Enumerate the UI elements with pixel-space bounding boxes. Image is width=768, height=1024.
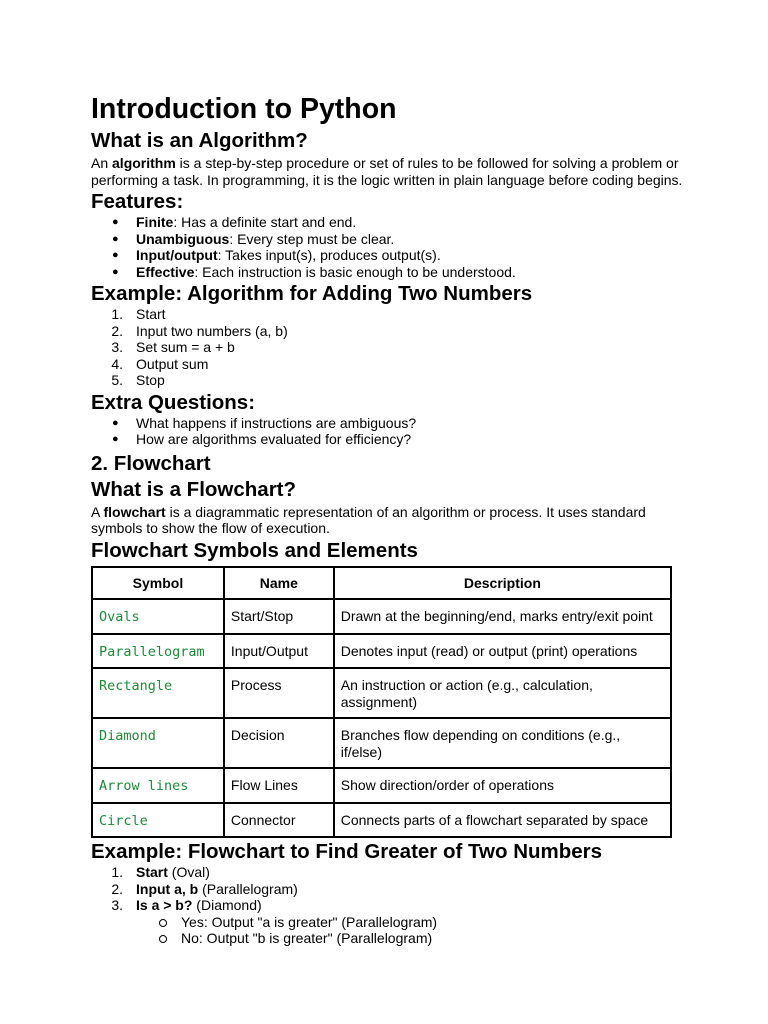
list-item <box>91 914 691 931</box>
list-item <box>91 864 691 881</box>
symbol-code: Diamond <box>99 728 156 744</box>
list-item <box>91 930 691 947</box>
bullet-icon: ● <box>112 232 119 245</box>
name-cell: Process <box>224 668 334 718</box>
list-number: 3. <box>111 897 123 913</box>
hollow-bullet-icon <box>159 919 167 927</box>
description-cell: Drawn at the beginning/end, marks entry/exit point <box>334 599 671 634</box>
symbol-cell <box>92 668 224 718</box>
list-item <box>91 214 691 231</box>
list-item <box>91 247 691 264</box>
description-cell: Denotes input (read) or output (print) operations <box>334 634 671 669</box>
bullet-icon: ● <box>112 249 119 261</box>
list-number: 3. <box>111 339 123 355</box>
branch-text: Yes: Output "a is greater" (Parallelogram) <box>181 913 438 930</box>
decision-branches-list <box>91 914 691 947</box>
definition-text: is a diagrammatic representation of an algorithm or process. It uses standard symbols to show the flow of execution. <box>91 503 646 536</box>
description-cell: Connects parts of a flowchart separated by space <box>334 803 671 838</box>
list-item <box>91 306 691 323</box>
algorithm-definition <box>91 155 691 188</box>
flowchart-section-heading: 2. Flowchart <box>91 451 211 475</box>
list-item <box>91 372 691 389</box>
extra-questions-heading: Extra Questions: <box>91 390 256 414</box>
symbol-cell <box>92 718 224 768</box>
symbol-code: Arrow lines <box>99 778 189 794</box>
step-text: (Oval) <box>167 864 210 880</box>
column-header: Symbol <box>92 567 224 600</box>
bullet-icon: ● <box>112 433 119 445</box>
name-cell: Decision <box>224 718 334 768</box>
flowchart-heading: What is a Flowchart? <box>91 477 297 501</box>
name-cell: Input/Output <box>224 634 334 669</box>
algorithm-steps-list <box>91 306 691 389</box>
definition-term: algorithm <box>112 155 176 171</box>
list-item <box>91 415 691 432</box>
question-text: What happens if instructions are ambiguous? <box>136 414 417 431</box>
feature-term: Effective <box>136 263 195 280</box>
list-number: 4. <box>111 355 123 372</box>
step-text: (Diamond) <box>192 897 262 913</box>
description-cell: Branches flow depending on conditions (e.g., if/else) <box>334 718 671 768</box>
algorithm-heading: What is an Algorithm? <box>91 129 308 152</box>
column-header: Name <box>224 567 334 600</box>
step-term: Input a, b <box>136 880 199 897</box>
branch-text: No: Output "b is greater" (Parallelogram) <box>181 930 433 946</box>
feature-text: : Each instruction is basic enough to be understood. <box>194 263 516 280</box>
flowchart-steps-list <box>91 864 691 914</box>
page-title: Introduction to Python <box>91 93 397 125</box>
example-flowchart-heading: Example: Flowchart to Find Greater of Two Numbers <box>91 840 603 863</box>
feature-text: : Has a definite start and end. <box>173 214 357 230</box>
extra-questions-list <box>91 415 691 448</box>
step-text: Output sum <box>136 355 209 372</box>
step-text: Input two numbers (a, b) <box>136 322 288 339</box>
symbol-code: Ovals <box>99 609 140 625</box>
definition-prefix: A <box>91 503 104 520</box>
definition-text: is a step-by-step procedure or set of rules to be followed for solving a problem or performing a task. In programming, it is the logic written in plain language before coding begins. <box>91 155 683 188</box>
symbol-code: Parallelogram <box>99 643 205 660</box>
list-item <box>91 264 691 281</box>
list-number: 2. <box>111 322 123 339</box>
table-row <box>92 803 671 838</box>
name-cell: Flow Lines <box>224 768 334 803</box>
feature-text: : Takes input(s), produces output(s). <box>217 247 441 263</box>
feature-term: Input/output <box>136 247 218 263</box>
list-item <box>91 356 691 373</box>
step-text: (Parallelogram) <box>198 880 298 897</box>
definition-prefix: An <box>91 155 113 171</box>
feature-term: Unambiguous <box>136 230 230 247</box>
step-term: Is a > b? <box>136 897 193 913</box>
symbol-cell <box>92 599 224 634</box>
document-content <box>91 92 691 947</box>
symbol-cell <box>92 634 224 669</box>
bullet-icon: ● <box>112 265 119 278</box>
table-row <box>92 718 671 768</box>
step-text: Start <box>136 306 166 322</box>
symbol-cell <box>92 803 224 838</box>
list-item <box>91 431 691 448</box>
step-term: Start <box>136 864 168 880</box>
list-item <box>91 881 691 898</box>
list-number: 1. <box>111 864 123 880</box>
bullet-icon: ● <box>112 216 119 228</box>
description-cell: Show direction/order of operations <box>334 768 671 803</box>
list-item <box>91 323 691 340</box>
symbols-heading: Flowchart Symbols and Elements <box>91 538 418 562</box>
name-cell: Connector <box>224 803 334 838</box>
flowchart-definition <box>91 504 691 537</box>
features-list <box>91 214 691 280</box>
symbol-cell <box>92 768 224 803</box>
features-heading: Features: <box>91 190 184 213</box>
description-cell: An instruction or action (e.g., calculation, assignment) <box>334 668 671 718</box>
list-number: 1. <box>111 306 123 322</box>
feature-term: Finite <box>136 214 174 230</box>
name-cell: Start/Stop <box>224 599 334 634</box>
hollow-bullet-icon <box>159 935 167 943</box>
feature-text: : Every step must be clear. <box>229 230 395 247</box>
table-row <box>92 634 671 669</box>
table-row <box>92 599 671 634</box>
list-item <box>91 339 691 356</box>
list-number: 5. <box>111 372 123 388</box>
list-item <box>91 897 691 914</box>
symbol-code: Circle <box>99 812 148 829</box>
list-number: 2. <box>111 880 123 897</box>
table-row <box>92 668 671 718</box>
symbol-code: Rectangle <box>99 678 173 694</box>
table-header-row <box>92 567 671 600</box>
step-text: Set sum = a + b <box>136 339 235 355</box>
question-text: How are algorithms evaluated for efficiency? <box>136 431 412 447</box>
step-text: Stop <box>136 372 165 388</box>
definition-term: flowchart <box>103 503 166 520</box>
bullet-icon: ● <box>112 416 119 429</box>
list-item <box>91 231 691 248</box>
table-row <box>92 768 671 803</box>
example-algorithm-heading: Example: Algorithm for Adding Two Numbers <box>91 282 533 305</box>
symbols-table <box>91 566 672 839</box>
column-header: Description <box>334 567 671 600</box>
